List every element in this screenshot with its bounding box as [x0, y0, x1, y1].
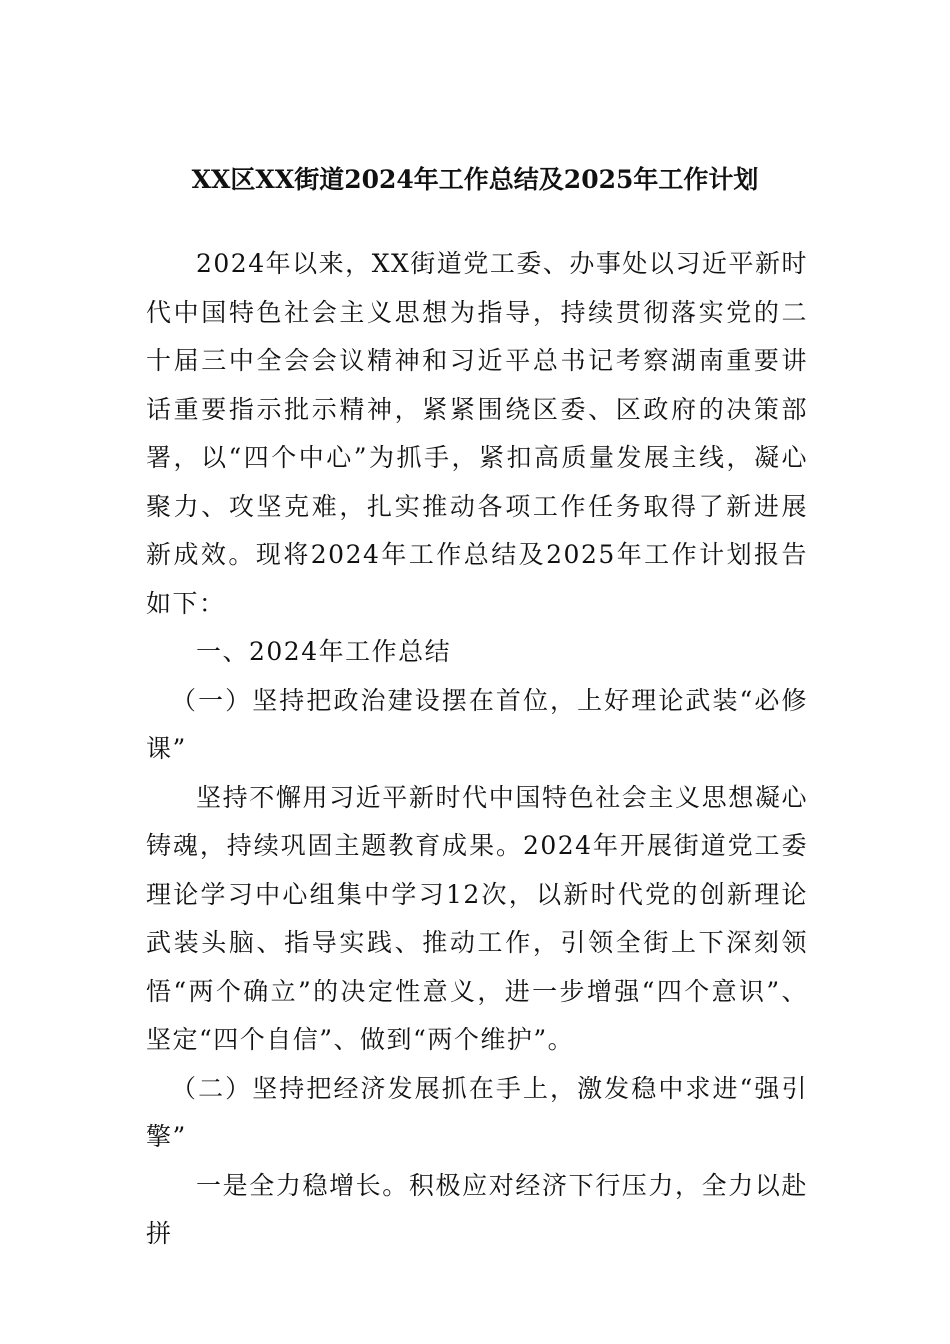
subsection-heading-2: （二）坚持把经济发展抓在手上，激发稳中求进“强引擎”: [146, 1073, 808, 1151]
subsection-heading-1: （一）坚持把政治建设摆在首位，上好理论武装“必修课”: [146, 685, 808, 763]
body-paragraph-2: 一是全力稳增长。积极应对经济下行压力，全力以赴拼: [146, 1170, 808, 1248]
document-body: [146, 240, 808, 1259]
intro-paragraph: 2024年以来，XX街道党工委、办事处以习近平新时代中国特色社会主义思想为指导，持续贯彻落实党的二十届三中全会会议精神和习近平总书记考察湖南重要讲话重要指示批示精神，紧紧围绕区委、区政府的决策部署，以“四个中心”为抓手，紧扣高质量发展主线，凝心聚力、攻坚克难，扎实推动各项工作任务取得了新进展新成效。现将2024年工作总结及2025年工作计划报告如下：: [146, 249, 808, 618]
body-paragraph-1: 坚持不懈用习近平新时代中国特色社会主义思想凝心铸魂，持续巩固主题教育成果。2024年开展街道党工委理论学习中心组集中学习12次，以新时代党的创新理论武装头脑、指导实践、推动工作，引领全街上下深刻领悟“两个确立”的决定性意义，进一步增强“四个意识”、坚定“四个自信”、做到“两个维护”。: [146, 782, 808, 1054]
section-heading-1: 一、2024年工作总结: [196, 637, 452, 666]
document-title: XX区XX街道2024年工作总结及2025年工作计划: [191, 165, 759, 194]
